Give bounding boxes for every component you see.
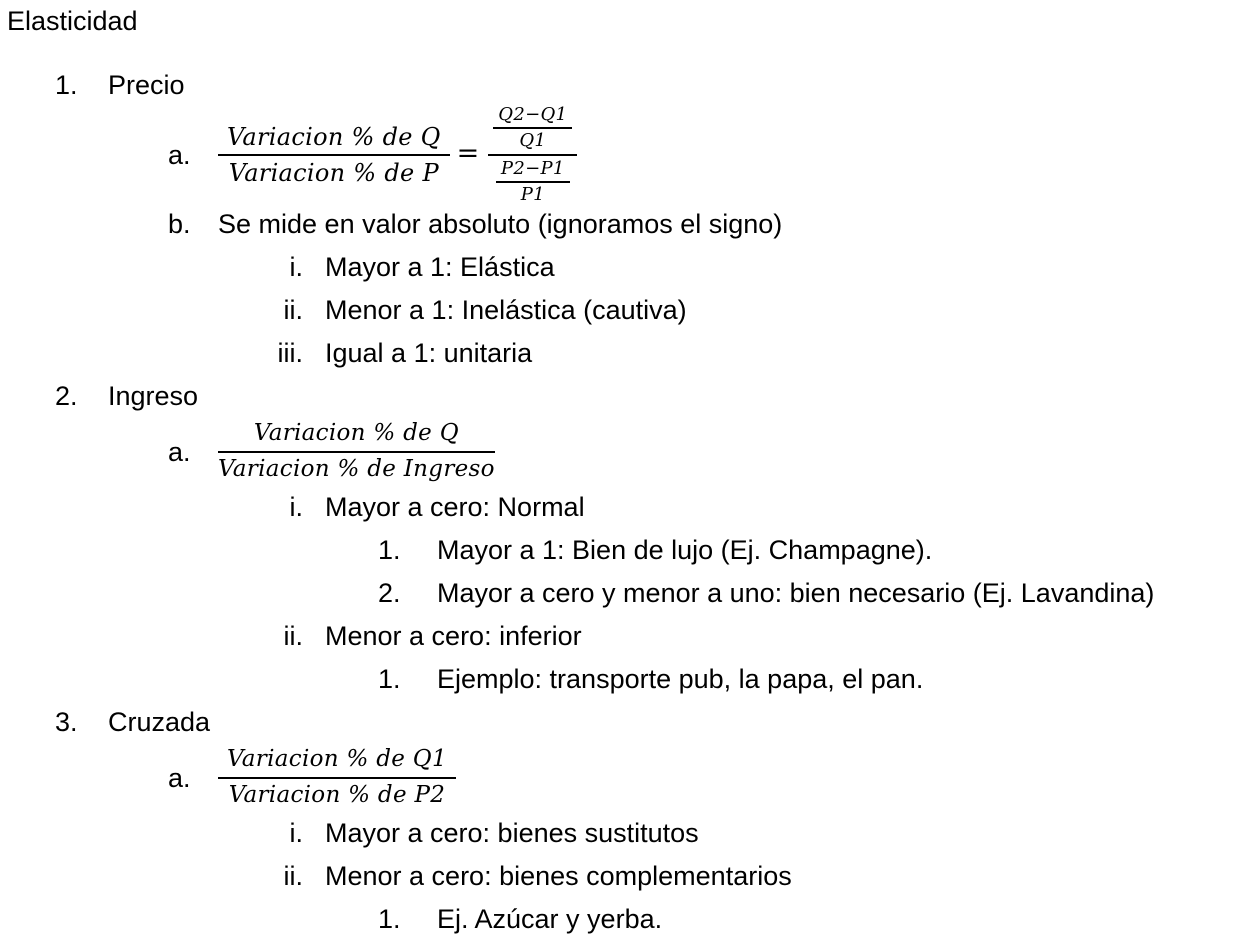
list-item-azucar-yerba (0, 898, 1241, 941)
list-number: 2. (55, 381, 78, 411)
list-label: Mayor a cero y menor a uno: bien necesario (Ej. Lavandina) (437, 578, 1155, 608)
fraction-numerator: Variacion % de Q (218, 123, 450, 156)
list-number: 2. (378, 578, 401, 608)
list-letter: b. (168, 209, 191, 239)
list-label: Ejemplo: transporte pub, la papa, el pan. (437, 664, 924, 694)
list-roman: i. (289, 252, 303, 282)
list-label: Ingreso (108, 381, 199, 411)
fraction-denominator: Variacion % de P2 (228, 782, 446, 808)
list-label: Mayor a cero: Normal (325, 492, 585, 522)
list-roman: iii. (277, 338, 303, 368)
list-label: Ej. Azúcar y yerba. (437, 904, 663, 934)
fraction-rhs (488, 105, 577, 206)
list-label: Precio (108, 70, 185, 100)
formula-price-elasticity (0, 103, 1241, 206)
list-label: Menor a cero: inferior (325, 621, 582, 651)
list-roman: ii. (283, 861, 303, 891)
list-item-valor-absoluto (0, 203, 1241, 246)
list-label: Se mide en valor absoluto (ignoramos el signo) (218, 209, 783, 239)
list-item-inelastica (0, 289, 1241, 332)
fraction-numerator: P2−P1 (496, 159, 570, 183)
list-roman: ii. (283, 621, 303, 651)
list-letter: a. (168, 762, 191, 793)
list-item-precio (0, 64, 1241, 107)
list-roman: i. (289, 492, 303, 522)
list-label: Menor a 1: Inelástica (cautiva) (325, 295, 687, 325)
list-item-elastica (0, 246, 1241, 289)
list-label: Mayor a 1: Bien de lujo (Ej. Champagne). (437, 535, 933, 565)
list-label: Cruzada (108, 707, 211, 737)
fraction-denominator: Variacion % de Ingreso (218, 456, 495, 482)
formula-cross-elasticity (0, 744, 1241, 812)
list-item-bien-necesario (0, 572, 1241, 615)
doc-title: Elasticidad (7, 6, 138, 36)
fraction-p (496, 159, 570, 205)
list-number: 1. (378, 904, 401, 934)
list-label: Mayor a cero: bienes sustitutos (325, 818, 699, 848)
fraction-income (218, 420, 495, 483)
equals-sign: = (456, 137, 480, 169)
list-label: Mayor a 1: Elástica (325, 252, 555, 282)
list-letter: a. (168, 436, 191, 467)
list-item-complementarios (0, 855, 1241, 898)
fraction-denominator: P1 (520, 184, 545, 206)
fraction-denominator: Q1 (519, 129, 547, 151)
fraction-numerator: Variacion % de Q (218, 420, 495, 453)
fraction-rhs-numerator (488, 105, 577, 156)
fraction-numerator: Variacion % de Q1 (218, 746, 456, 779)
list-label: Igual a 1: unitaria (325, 338, 533, 368)
list-letter: a. (168, 139, 191, 170)
list-label: Menor a cero: bienes complementarios (325, 861, 792, 891)
list-item-unitaria (0, 332, 1241, 375)
list-item-ejemplo-inferior (0, 658, 1241, 701)
list-roman: ii. (283, 295, 303, 325)
list-item-cruzada (0, 701, 1241, 744)
list-number: 1. (378, 664, 401, 694)
fraction-cross (218, 746, 456, 809)
list-item-normal (0, 486, 1241, 529)
fraction-lhs (218, 123, 450, 188)
fraction-denominator: Variacion % de P (228, 159, 439, 187)
list-item-bien-de-lujo (0, 529, 1241, 572)
fraction-rhs-denominator (488, 156, 577, 205)
list-item-inferior (0, 615, 1241, 658)
list-item-ingreso (0, 375, 1241, 418)
list-number: 1. (55, 70, 78, 100)
list-number: 1. (378, 535, 401, 565)
list-roman: i. (289, 818, 303, 848)
fraction-q (493, 105, 572, 151)
formula-income-elasticity (0, 418, 1241, 486)
list-item-sustitutos (0, 812, 1241, 855)
fraction-numerator: Q2−Q1 (493, 105, 572, 129)
list-number: 3. (55, 707, 78, 737)
